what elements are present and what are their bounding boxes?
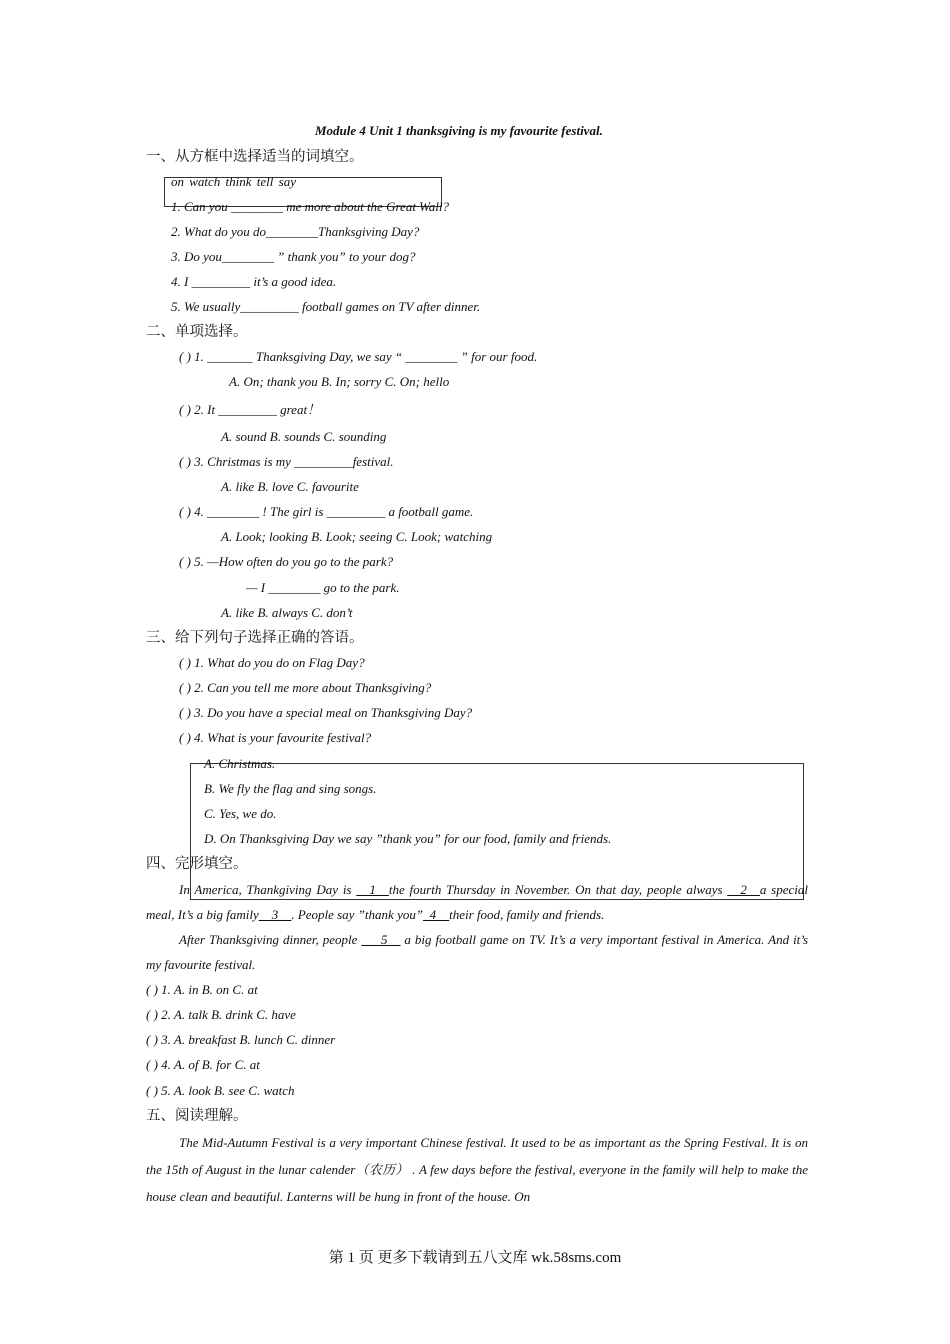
s2-q2-options: A. sound B. sounds C. sounding [221,429,387,444]
s4-option-2: ( ) 2. A. talk B. drink C. have [146,1007,296,1022]
s3-q3: ( ) 3. Do you have a special meal on Thanksgiving Day? [179,705,473,720]
s2-q5: ( ) 5. —How often do you go to the park? [179,554,394,569]
cloze-paragraph-1: In America, Thankgiving Day is __1__the fourth Thursday in November. On that day, people always __2__a special meal, It’s a big family__3__. People say ”thank you”_4__their food, family and friends. [146,882,809,922]
s3-q1: ( ) 1. What do you do on Flag Day? [179,655,365,670]
page-footer: 第 1 页 更多下载请到五八文库 wk.58sms.com [328,1250,622,1266]
s1-item-2: 2. What do you do________Thanksgiving Day? [171,224,420,239]
s1-item-5: 5. We usually_________ football games on TV after dinner. [171,299,481,314]
s2-q3: ( ) 3. Christmas is my _________festival. [179,454,394,469]
s2-q2: ( ) 2. It _________ great！ [179,402,321,417]
s4-option-5: ( ) 5. A. look B. see C. watch [146,1083,295,1098]
s2-q3-options: A. like B. love C. favourite [221,479,359,494]
s2-q5-options: A. like B. always C. don’t [221,605,353,620]
s4-option-3: ( ) 3. A. breakfast B. lunch C. dinner [146,1032,336,1047]
s1-item-3: 3. Do you________ ” thank you” to your dog? [171,249,416,264]
reading-paragraph: The Mid-Autumn Festival is a very important Chinese festival. It used to be as important as the Spring Festival. It is on the 15th of August in the lunar calender（农历） . A few days before the festival, everyone in the family will help to make the house clean and beautiful. Lanterns will be hung in front of the house. On [146,1135,808,1204]
section5-heading: 五、阅读理解。 [146,1108,248,1124]
s3-answer-b: B. We fly the flag and sing songs. [204,781,377,796]
s3-q2: ( ) 2. Can you tell me more about Thanksgiving? [179,680,432,695]
s3-answer-d: D. On Thanksgiving Day we say ”thank you” for our food, family and friends. [204,831,612,846]
s4-option-4: ( ) 4. A. of B. for C. at [146,1057,260,1072]
s1-item-1: 1. Can you ________ me more about the Great Wall? [171,199,450,214]
section2-heading: 二、单项选择。 [146,324,248,340]
s2-q4: ( ) 4. ________ ! The girl is _________ a football game. [179,504,474,519]
s3-answer-a: A. Christmas. [204,756,276,771]
s4-option-1: ( ) 1. A. in B. on C. at [146,982,258,997]
section1-heading: 一、从方框中选择适当的词填空。 [146,149,364,165]
s2-q4-options: A. Look; looking B. Look; seeing C. Look; watching [221,529,493,544]
page-title: Module 4 Unit 1 thanksgiving is my favourite festival. [315,123,603,138]
section3-heading: 三、给下列句子选择正确的答语。 [146,630,364,646]
s2-q1-options: A. On; thank you B. In; sorry C. On; hello [229,374,450,389]
s2-q1: ( ) 1. _______ Thanksgiving Day, we say “ ________ ” for our food. [179,349,538,364]
s3-q4: ( ) 4. What is your favourite festival? [179,730,372,745]
wordbox-words: on watch think tell say [171,174,296,189]
s2-q5-answer-line: — I ________ go to the park. [246,580,400,595]
s3-answer-c: C. Yes, we do. [204,806,277,821]
cloze-paragraph-2: After Thanksgiving dinner, people ___5__ a big football game on TV. It’s a very important festival in America. And it’s my favourite festival. [146,932,808,972]
s1-item-4: 4. I _________ it’s a good idea. [171,274,337,289]
section4-heading: 四、完形填空。 [146,856,248,872]
